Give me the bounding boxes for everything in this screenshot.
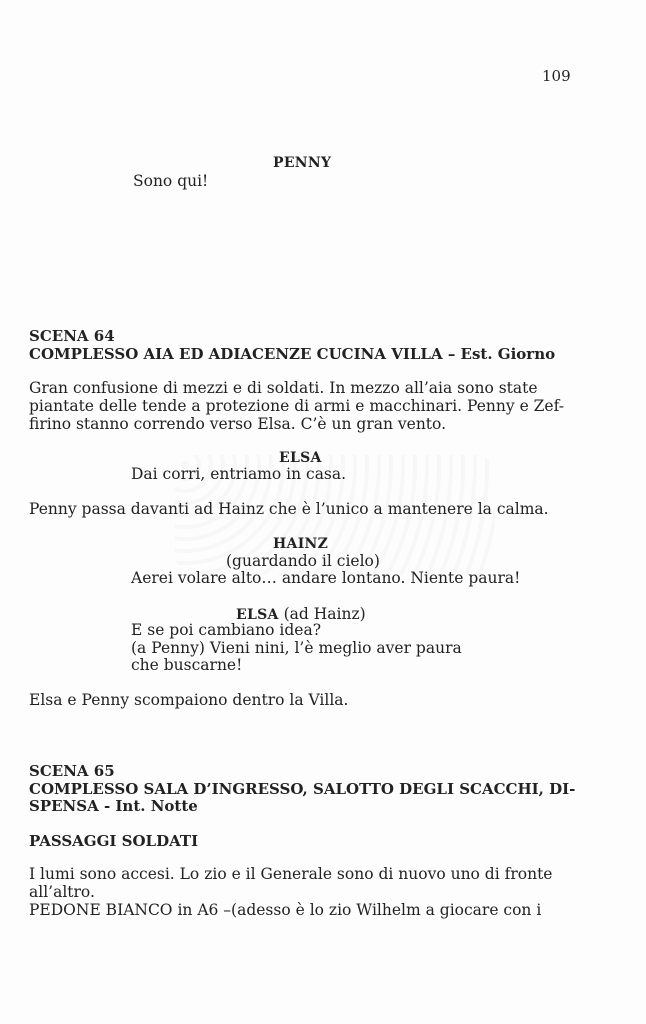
dialogue-line: E se poi cambiano idea? (131, 621, 322, 639)
character-name-penny: PENNY (273, 155, 332, 171)
action-line: piantate delle tende a protezione di armi e macchinari. Penny e Zef- (29, 397, 565, 415)
character-name-hainz: HAINZ (273, 536, 329, 552)
scene-location: COMPLESSO SALA D’INGRESSO, SALOTTO DEGLI SCACCHI, DI- (29, 780, 576, 798)
dialogue-line: Sono qui! (133, 172, 209, 190)
dialogue-line: (a Penny) Vieni nini, l’è meglio aver paura (131, 639, 462, 657)
dialogue-line: Aerei volare alto… andare lontano. Niente paura! (131, 569, 521, 587)
scene-number: SCENA 64 (29, 327, 115, 345)
action-line: all’altro. (29, 883, 95, 901)
action-line: Penny passa davanti ad Hainz che è l’unico a mantenere la calma. (29, 500, 549, 518)
action-line: PEDONE BIANCO in A6 –(adesso è lo zio Wilhelm a giocare con i (29, 901, 542, 919)
parenthetical: (guardando il cielo) (226, 552, 380, 570)
page-number: 109 (542, 67, 571, 85)
scene-number: SCENA 65 (29, 762, 115, 780)
subheading: PASSAGGI SOLDATI (29, 832, 199, 850)
dialogue-line: Dai corri, entriamo in casa. (131, 465, 347, 483)
action-line: firino stanno correndo verso Elsa. C’è un gran vento. (29, 415, 447, 433)
scene-location: SPENSA - Int. Notte (29, 797, 198, 815)
dialogue-line: che buscarne! (131, 656, 243, 674)
action-line: Gran confusione di mezzi e di soldati. In mezzo all’aia sono state (29, 379, 538, 397)
character-name-elsa: ELSA (279, 450, 322, 466)
scene-location: COMPLESSO AIA ED ADIACENZE CUCINA VILLA – Est. Giorno (29, 345, 556, 363)
action-line: Elsa e Penny scompaiono dentro la Villa. (29, 691, 349, 709)
action-line: I lumi sono accesi. Lo zio e il Generale sono di nuovo uno di fronte (29, 865, 553, 883)
character-extension: (ad Hainz) (278, 605, 366, 623)
character-name-elsa: ELSA (236, 607, 279, 623)
